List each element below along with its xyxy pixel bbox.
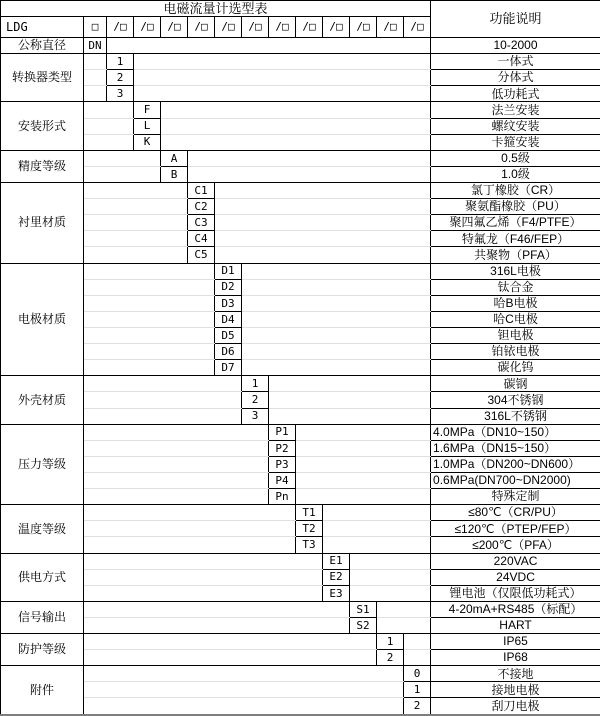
blank-cell: [242, 360, 431, 376]
desc-cell: 分体式: [431, 70, 600, 86]
code-cell: S1: [350, 601, 377, 617]
blank-cell: [84, 134, 134, 150]
blank-cell: [377, 601, 431, 617]
category-cell: 精度等级: [1, 150, 84, 182]
code-cell: F: [134, 102, 161, 118]
desc-cell: 聚氨酯橡胶（PU）: [431, 199, 600, 215]
desc-cell: 0.6MPa(DN700~DN2000): [431, 472, 600, 488]
code-cell: 3: [107, 86, 134, 102]
blank-cell: [134, 54, 431, 70]
desc-cell: 特殊定制: [431, 489, 600, 505]
code-cell: D7: [215, 360, 242, 376]
blank-cell: [242, 327, 431, 343]
blank-cell: [84, 199, 188, 215]
blank-cell: [269, 376, 431, 392]
blank-cell: [296, 472, 431, 488]
desc-cell: 低功耗式: [431, 86, 600, 102]
desc-cell: 316L电极: [431, 263, 600, 279]
blank-cell: [84, 182, 188, 198]
blank-cell: [84, 86, 107, 102]
blank-cell: [323, 505, 431, 521]
blank-cell: [296, 440, 431, 456]
blank-cell: [84, 150, 161, 166]
desc-cell: 碳化钨: [431, 360, 600, 376]
blank-cell: [84, 263, 215, 279]
blank-cell: [84, 569, 323, 585]
code-cell: 2: [404, 698, 431, 715]
code-cell: C1: [188, 182, 215, 198]
blank-cell: [84, 295, 215, 311]
code-cell: 3: [242, 408, 269, 424]
blank-cell: [84, 376, 242, 392]
desc-cell: 聚四氟乙烯（F4/PTFE）: [431, 215, 600, 231]
blank-cell: [161, 118, 431, 134]
blank-cell: [84, 682, 404, 698]
code-slot-cell: /□: [161, 17, 188, 38]
blank-cell: [84, 344, 215, 360]
blank-cell: [161, 102, 431, 118]
category-cell: 温度等级: [1, 505, 84, 553]
code-cell: D1: [215, 263, 242, 279]
blank-cell: [84, 489, 269, 505]
code-cell: 2: [107, 70, 134, 86]
blank-cell: [269, 392, 431, 408]
code-slot-cell: /□: [350, 17, 377, 38]
blank-cell: [188, 150, 431, 166]
blank-cell: [215, 231, 431, 247]
blank-cell: [242, 279, 431, 295]
code-slot-cell: /□: [323, 17, 350, 38]
code-cell: D3: [215, 295, 242, 311]
blank-cell: [84, 311, 215, 327]
code-cell: C2: [188, 199, 215, 215]
desc-cell: 0.5级: [431, 150, 600, 166]
blank-cell: [296, 456, 431, 472]
code-slot-cell: /□: [107, 17, 134, 38]
blank-cell: [350, 585, 431, 601]
desc-cell: 10-2000: [431, 38, 600, 54]
category-cell: 防护等级: [1, 634, 84, 666]
blank-cell: [84, 408, 242, 424]
blank-cell: [84, 440, 269, 456]
code-cell: L: [134, 118, 161, 134]
code-cell: C5: [188, 247, 215, 263]
code-cell: T3: [296, 537, 323, 553]
code-cell: C4: [188, 231, 215, 247]
desc-cell: 1.0级: [431, 166, 600, 182]
code-slot-cell: /□: [134, 17, 161, 38]
code-cell: C3: [188, 215, 215, 231]
blank-cell: [134, 86, 431, 102]
blank-cell: [84, 601, 350, 617]
blank-cell: [242, 311, 431, 327]
desc-cell: 4-20mA+RS485（标配）: [431, 601, 600, 617]
code-slot-cell: /□: [215, 17, 242, 38]
desc-cell: 铂铱电极: [431, 344, 600, 360]
desc-cell: 1.6MPa（DN15~150）: [431, 440, 600, 456]
desc-cell: IP68: [431, 650, 600, 666]
blank-cell: [84, 666, 404, 682]
blank-cell: [84, 327, 215, 343]
code-slot-cell: /□: [242, 17, 269, 38]
category-cell: 电极材质: [1, 263, 84, 376]
code-cell: P1: [269, 424, 296, 440]
code-slot-cell: /□: [296, 17, 323, 38]
blank-cell: [84, 521, 296, 537]
desc-cell: 刮刀电极: [431, 698, 600, 715]
blank-cell: [84, 472, 269, 488]
blank-cell: [296, 489, 431, 505]
code-cell: 0: [404, 666, 431, 682]
desc-cell: 接地电极: [431, 682, 600, 698]
desc-cell: 法兰安装: [431, 102, 600, 118]
blank-cell: [134, 70, 431, 86]
desc-cell: 哈C电极: [431, 311, 600, 327]
blank-cell: [242, 263, 431, 279]
blank-cell: [377, 617, 431, 633]
code-slot-cell: /□: [269, 17, 296, 38]
code-cell: 1: [377, 634, 404, 650]
blank-cell: [296, 424, 431, 440]
code-cell: D6: [215, 344, 242, 360]
desc-cell: 不接地: [431, 666, 600, 682]
code-slot-cell: /□: [377, 17, 404, 38]
blank-cell: [215, 182, 431, 198]
desc-cell: HART: [431, 617, 600, 633]
blank-cell: [84, 118, 134, 134]
desc-cell: 304不锈钢: [431, 392, 600, 408]
code-cell: P4: [269, 472, 296, 488]
category-cell: 转换器类型: [1, 54, 84, 102]
blank-cell: [215, 215, 431, 231]
blank-cell: [84, 392, 242, 408]
blank-cell: [323, 521, 431, 537]
code-cell: Pn: [269, 489, 296, 505]
blank-cell: [84, 360, 215, 376]
code-cell: K: [134, 134, 161, 150]
blank-cell: [84, 102, 134, 118]
desc-cell: 特氟龙（F46/FEP）: [431, 231, 600, 247]
code-cell: B: [161, 166, 188, 182]
desc-cell: 共聚物（PFA）: [431, 247, 600, 263]
desc-cell: ≤200℃（PFA）: [431, 537, 600, 553]
blank-cell: [84, 424, 269, 440]
category-cell: 供电方式: [1, 553, 84, 601]
blank-cell: [242, 344, 431, 360]
blank-cell: [350, 553, 431, 569]
code-cell: E3: [323, 585, 350, 601]
code-slot-box: □: [84, 17, 107, 38]
desc-cell: 碳钢: [431, 376, 600, 392]
desc-cell: 氯丁橡胶（CR）: [431, 182, 600, 198]
code-cell: P3: [269, 456, 296, 472]
desc-cell: 316L不锈钢: [431, 408, 600, 424]
code-cell: P2: [269, 440, 296, 456]
blank-cell: [84, 279, 215, 295]
blank-cell: [215, 247, 431, 263]
blank-cell: [84, 456, 269, 472]
desc-cell: 哈B电极: [431, 295, 600, 311]
desc-cell: 220VAC: [431, 553, 600, 569]
code-cell: D4: [215, 311, 242, 327]
blank-cell: [323, 537, 431, 553]
code-slot-cell: /□: [404, 17, 431, 38]
blank-cell: [188, 166, 431, 182]
blank-cell: [84, 698, 404, 715]
blank-cell: [269, 408, 431, 424]
blank-cell: [84, 215, 188, 231]
blank-cell: [107, 38, 431, 54]
category-cell: 附件: [1, 666, 84, 715]
blank-cell: [84, 537, 296, 553]
blank-cell: [404, 650, 431, 666]
blank-cell: [84, 585, 323, 601]
page-title: 电磁流量计选型表: [1, 1, 431, 17]
desc-cell: 4.0MPa（DN10~150）: [431, 424, 600, 440]
desc-cell: 1.0MPa（DN200~DN600）: [431, 456, 600, 472]
code-cell: DN: [84, 38, 107, 54]
desc-cell: 锂电池（仅限低功耗式）: [431, 585, 600, 601]
code-cell: A: [161, 150, 188, 166]
blank-cell: [84, 650, 377, 666]
code-cell: 2: [377, 650, 404, 666]
blank-cell: [215, 199, 431, 215]
blank-cell: [84, 231, 188, 247]
desc-cell: IP65: [431, 634, 600, 650]
desc-cell: 卡箍安装: [431, 134, 600, 150]
blank-cell: [242, 295, 431, 311]
code-cell: D2: [215, 279, 242, 295]
code-cell: 2: [242, 392, 269, 408]
blank-cell: [84, 634, 377, 650]
desc-cell: 螺纹安装: [431, 118, 600, 134]
code-cell: E1: [323, 553, 350, 569]
blank-cell: [84, 70, 107, 86]
category-cell: 信号输出: [1, 601, 84, 633]
blank-cell: [161, 134, 431, 150]
model-prefix-ldg: LDG: [1, 17, 84, 38]
code-cell: 1: [404, 682, 431, 698]
code-cell: T2: [296, 521, 323, 537]
code-cell: 1: [107, 54, 134, 70]
blank-cell: [84, 166, 161, 182]
blank-cell: [84, 553, 323, 569]
code-slot-cell: /□: [188, 17, 215, 38]
category-cell: 公称直径: [1, 38, 84, 54]
category-cell: 安装形式: [1, 102, 84, 150]
blank-cell: [84, 617, 350, 633]
desc-cell: 一体式: [431, 54, 600, 70]
code-cell: S2: [350, 617, 377, 633]
desc-cell: ≤80℃（CR/PU）: [431, 505, 600, 521]
desc-cell: 24VDC: [431, 569, 600, 585]
category-cell: 外壳材质: [1, 376, 84, 424]
category-cell: 衬里材质: [1, 182, 84, 263]
desc-cell: ≤120℃（PTEP/FEP）: [431, 521, 600, 537]
function-column-header: 功能说明: [431, 1, 600, 38]
blank-cell: [84, 247, 188, 263]
code-cell: E2: [323, 569, 350, 585]
desc-cell: 钽电极: [431, 327, 600, 343]
category-cell: 压力等级: [1, 424, 84, 505]
blank-cell: [84, 505, 296, 521]
code-cell: 1: [242, 376, 269, 392]
code-cell: T1: [296, 505, 323, 521]
desc-cell: 钛合金: [431, 279, 600, 295]
blank-cell: [84, 54, 107, 70]
code-cell: D5: [215, 327, 242, 343]
blank-cell: [350, 569, 431, 585]
blank-cell: [404, 634, 431, 650]
